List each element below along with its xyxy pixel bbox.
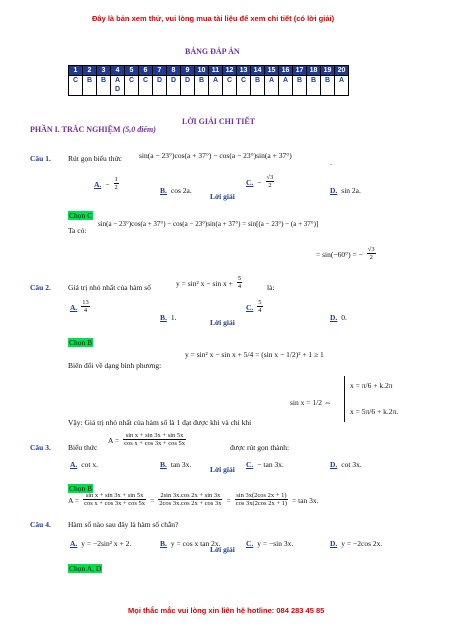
q1-option-a-letter: A. [94, 180, 102, 189]
answer-table-answer: D [153, 76, 167, 96]
q3-solution-chain [68, 490, 319, 508]
answer-table-number: 9 [181, 66, 195, 76]
q1-expression: sin(a − 23°)cos(a + 37°) − cos(a − 23°)sin(a + 37°) [139, 151, 292, 160]
q3-tail: được rút gọn thành: [230, 443, 290, 452]
q3-chain-den3: cos 3x(2cos 2x + 1) [235, 499, 288, 507]
q1-option-b-value: cos 2a. [170, 186, 192, 195]
q1-option-d-letter: D. [330, 186, 338, 195]
q2-option-d [330, 307, 347, 325]
q3-option-b-letter: B. [160, 460, 167, 469]
q2-transform: y = sin² x − sin x + 5/4 = (sin x − 1/2)² + 1 ≥ 1 [185, 350, 324, 359]
q2-option-a-den: 4 [83, 306, 88, 314]
q3-expr-den: cos x + cos 3x + cos 5x [124, 439, 186, 447]
q1-option-c-num: √3 [266, 173, 274, 181]
q3-option-c-value: − tan 3x. [257, 460, 284, 469]
q1-option-b-letter: B. [160, 186, 167, 195]
q3-solution-label: Lời giải [210, 465, 235, 474]
section-points: (5,0 điểm) [122, 125, 156, 134]
answer-table-number: 15 [265, 66, 279, 76]
q2-transform-label: Biến đổi về dạng bình phương: [68, 361, 162, 370]
answer-table-answer: C [237, 76, 251, 96]
q2-sin-condition: sin x = 1/2 ⇔ [290, 398, 332, 407]
q1-taco: Ta có: [68, 226, 87, 235]
q3-expression [108, 430, 186, 448]
answer-table-answer: B [195, 76, 209, 96]
q1-solution-line2 [316, 244, 376, 262]
q1-option-c [246, 172, 274, 190]
q2-answer [68, 332, 93, 350]
q3-chain-frac3 [235, 492, 288, 507]
section-title-text: PHẦN I. TRẮC NGHIỆM [30, 125, 121, 134]
answer-table-answer: B [293, 76, 307, 96]
answer-table-number: 19 [321, 66, 335, 76]
q1-option-c-letter: C. [246, 178, 254, 187]
q2-option-b-letter: B. [160, 313, 167, 322]
q1-answer-text: Chọn C [69, 211, 93, 220]
q2-expression-text: y = sin² x − sin x + [176, 279, 233, 288]
q1-option-d [330, 180, 361, 198]
q1-option-a-den: 2 [114, 183, 118, 191]
q1-solution-line2-fraction [367, 246, 376, 261]
q4-option-d-value: y = −2cos 2x. [341, 539, 383, 548]
answer-table-answer: B [83, 76, 97, 96]
q4-answer-text: Chọn A, D [69, 564, 102, 573]
q3-chain-num2: 2sin 3x.cos 2x + sin 3x [158, 492, 222, 500]
q4-text: Hàm số nào sau đây là hàm số chẵn? [68, 520, 179, 529]
q4-option-b-value: y = cos x tan 2x. [170, 539, 221, 548]
q3-text: Biểu thức [68, 443, 98, 452]
q3-answer-text: Chọn B [69, 484, 93, 493]
q3-chain-eq1: = [150, 496, 155, 505]
q2-tail: là: [267, 283, 275, 292]
q1-line2-num: √3 [367, 245, 375, 253]
answer-table-answer: A [279, 76, 293, 96]
q2-conclusion: Vậy: Giá trị nhỏ nhất của hàm số là 1 đạt được khi và chỉ khi [68, 418, 252, 427]
q4-answer [68, 558, 102, 576]
answer-table-answer: A D [111, 76, 125, 96]
q2-text: Giá trị nhỏ nhất của hàm số [68, 283, 151, 292]
answer-table-number: 10 [195, 66, 209, 76]
q2-option-a [70, 297, 90, 315]
q2-answer-text: Chọn B [69, 338, 93, 347]
answer-table-answer: B [307, 76, 321, 96]
q3-chain-den2: 2cos 3x.cos 2x + cos 3x [159, 499, 222, 507]
q3-chain-den1: cos x + cos 3x + cos 5x [84, 499, 146, 507]
answer-table-number: 4 [111, 66, 125, 76]
q1-option-a-fraction [114, 176, 119, 191]
preview-notice: Đây là bản xem thử, vui lòng mua tài liệu để xem chi tiết (có lời giải) [92, 14, 335, 23]
q1-option-a [94, 174, 119, 192]
q1-period: . [330, 158, 332, 167]
q2-expr-num: 5 [237, 274, 242, 282]
answer-table-number: 12 [223, 66, 237, 76]
q2-expression-fraction [237, 275, 242, 290]
q2-expression [176, 273, 242, 291]
q2-solution-label: Lời giải [210, 318, 235, 327]
q2-option-d-value: 0. [341, 313, 347, 322]
answer-table-number: 8 [167, 66, 181, 76]
answer-table-answer: B [321, 76, 335, 96]
q3-option-c-letter: C. [246, 460, 254, 469]
answer-table [68, 65, 349, 96]
answer-table-answer: D [181, 76, 195, 96]
q4-option-a-value: y = −2sin² x + 2. [81, 539, 132, 548]
q1-text: Rút gọn biểu thức [68, 154, 122, 163]
q1-option-b [160, 180, 192, 198]
q2-option-d-letter: D. [330, 313, 338, 322]
q3-option-b [160, 454, 191, 472]
answer-table-number: 7 [153, 66, 167, 76]
q1-option-c-den: 2 [268, 181, 272, 189]
q4-option-c-value: y = −sin 3x. [257, 539, 294, 548]
q4-option-c-letter: C. [246, 539, 254, 548]
answer-table-number: 1 [69, 66, 83, 76]
answer-table-answer: C [223, 76, 237, 96]
q1-solution-line2-text: = sin(−60°) = − [316, 250, 363, 259]
answer-table-number: 20 [335, 66, 349, 76]
q3-option-d-value: cot 3x. [341, 460, 362, 469]
q3-expr-num: sin x + sin 3x + sin 5x [123, 432, 186, 440]
q2-option-a-num: 13 [82, 298, 89, 306]
q1-solution-line1: sin(a − 23°)cos(a + 37°) − cos(a − 23°)sin(a + 37°) = sin[(a − 23°) − (a + 37°)] [98, 220, 319, 228]
q3-chain-num3: sin 3x(2cos 2x + 1) [236, 491, 287, 499]
q2-option-b-value: 1. [170, 313, 177, 322]
q1-option-c-fraction [266, 174, 275, 189]
q4-option-b-letter: B. [160, 539, 167, 548]
q3-expression-lhs: A = [108, 436, 120, 445]
q2-system-bracket [344, 376, 347, 422]
section-title [30, 125, 156, 134]
answer-table-answer: A [265, 76, 279, 96]
q2-option-c-fraction [257, 299, 262, 314]
q3-option-d [330, 454, 362, 472]
answer-table-number: 17 [293, 66, 307, 76]
q2-option-b [160, 307, 177, 325]
q1-solution-label: Lời giải [210, 192, 235, 201]
q3-chain-lhs: A = [68, 496, 80, 505]
answer-table-number: 3 [97, 66, 111, 76]
q4-option-c [246, 533, 293, 551]
q3-option-d-letter: D. [330, 460, 338, 469]
q2-option-c-num: 5 [258, 298, 262, 306]
answer-table-answer: B [97, 76, 111, 96]
q3-option-c [246, 454, 284, 472]
q3-chain-eq2: = [226, 496, 231, 505]
q1-answer [68, 205, 93, 223]
q1-option-a-num: 1 [114, 175, 118, 183]
q2-expr-den: 4 [237, 282, 242, 290]
answer-table-number: 14 [251, 66, 265, 76]
q3-chain-num1: sin x + sin 3x + sin 5x [83, 492, 146, 500]
q1-label: Câu 1. [30, 154, 51, 163]
q3-option-a-letter: A. [70, 460, 78, 469]
q1-line2-den: 2 [369, 253, 373, 261]
answer-table-number: 11 [209, 66, 223, 76]
q1-option-d-value: sin 2a. [341, 186, 361, 195]
q3-chain-frac2 [158, 492, 222, 507]
answer-table-answer: A [335, 76, 349, 96]
q2-root2: x = 5π/6 + k.2π. [350, 407, 399, 416]
q2-option-a-letter: A. [70, 303, 78, 312]
solution-title: LỜI GIẢI CHI TIẾT [182, 117, 255, 126]
q3-expression-fraction [123, 432, 186, 447]
q4-label: Câu 4. [30, 520, 51, 529]
q4-option-d-letter: D. [330, 539, 338, 548]
q1-option-c-minus: − [257, 178, 262, 187]
answer-table-number: 13 [237, 66, 251, 76]
answer-table-answer: C [139, 76, 153, 96]
answer-table-answer: B [251, 76, 265, 96]
q3-option-a-value: cot x. [81, 460, 98, 469]
q3-chain-frac1 [83, 492, 146, 507]
answer-table-answer: D [167, 76, 181, 96]
answer-table-number: 5 [125, 66, 139, 76]
q2-label: Câu 2. [30, 283, 51, 292]
q1-option-a-minus: − [105, 180, 110, 189]
hotline-notice: Mọi thắc mắc vui lòng xin liên hệ hotline: 084 283 45 85 [128, 606, 325, 615]
q3-chain-end: = tan 3x. [292, 496, 319, 505]
q2-option-c [246, 297, 263, 315]
q2-option-c-den: 4 [258, 306, 262, 314]
q2-option-a-fraction [81, 299, 90, 314]
answer-table-number: 2 [83, 66, 97, 76]
q2-option-c-letter: C. [246, 303, 254, 312]
answer-table-number: 16 [279, 66, 293, 76]
q3-option-b-value: tan 3x. [170, 460, 192, 469]
answer-table-answer: C [125, 76, 139, 96]
q3-label: Câu 3. [30, 443, 51, 452]
q2-root1: x = π/6 + k.2π [350, 381, 393, 390]
q4-option-a-letter: A. [70, 539, 78, 548]
answer-table-number: 6 [139, 66, 153, 76]
answer-table-answer: A [209, 76, 223, 96]
answer-table-number: 18 [307, 66, 321, 76]
q4-option-d [330, 533, 382, 551]
q4-option-a [70, 533, 131, 551]
answer-table-title: BẢNG ĐÁP ÁN [185, 47, 240, 56]
answer-table-answer: C [69, 76, 83, 96]
q3-option-a [70, 454, 98, 472]
q4-solution-label: Lời giải [210, 545, 235, 554]
